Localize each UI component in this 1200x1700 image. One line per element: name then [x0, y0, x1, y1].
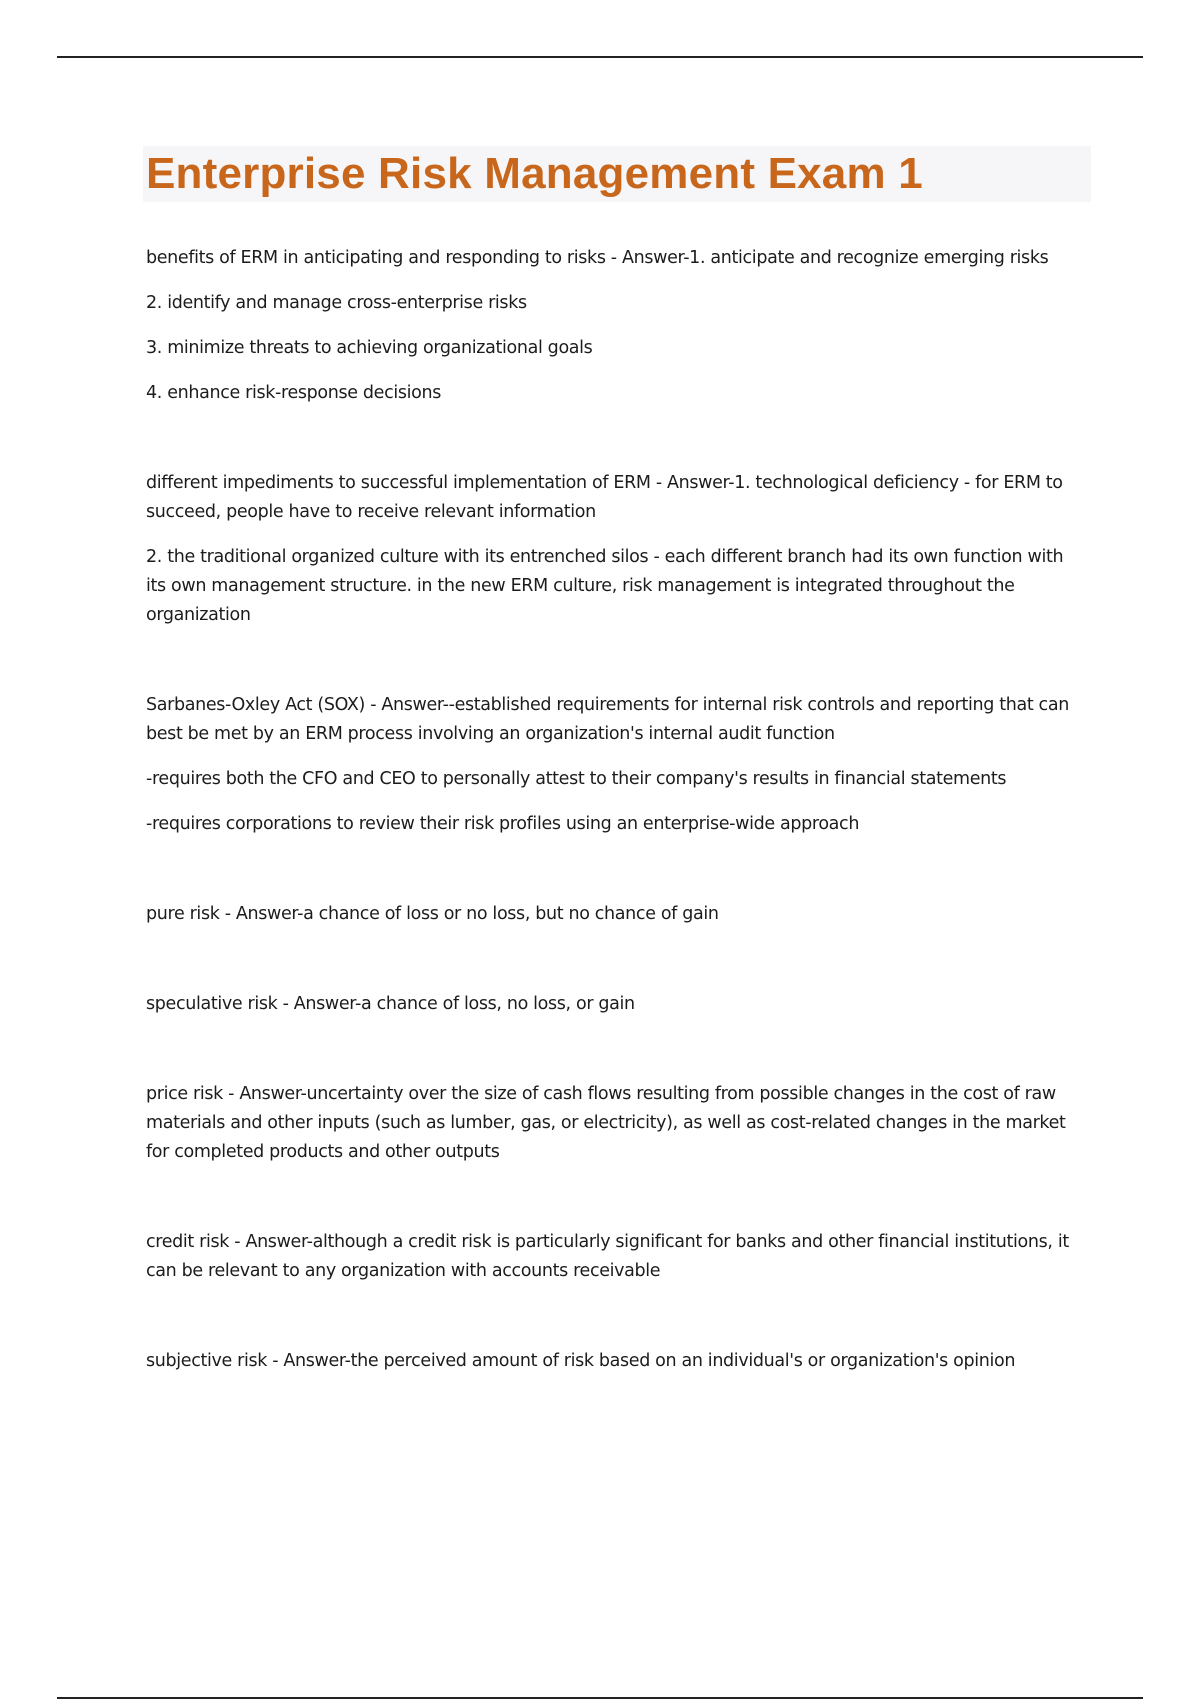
- document-title: Enterprise Risk Management Exam 1: [146, 149, 923, 198]
- answer-item-text: 2. the traditional organized culture with its entrenched silos - each different branch had its own function with its own management structure. in the new ERM culture, risk management is integrated throughout the organization: [146, 547, 1064, 625]
- qa-entry: [146, 469, 1086, 630]
- question-answer-text: benefits of ERM in anticipating and responding to risks - Answer-1. anticipate and recognize emerging risks: [146, 248, 1049, 268]
- question-answer-text: price risk - Answer-uncertainty over the size of cash flows resulting from possible changes in the cost of raw materials and other inputs (such as lumber, gas, or electricity), as well as cost-related changes in the market for completed products and other outputs: [146, 1084, 1066, 1162]
- answer-item-text: -requires both the CFO and CEO to personally attest to their company's results in financial statements: [146, 769, 1007, 789]
- document-body: [146, 244, 1086, 1437]
- answer-item-text: -requires corporations to review their risk profiles using an enterprise-wide approach: [146, 814, 860, 834]
- qa-entry: [146, 900, 1086, 929]
- question-answer-text: Sarbanes-Oxley Act (SOX) - Answer--established requirements for internal risk controls and reporting that can best be met by an ERM process involving an organization's internal audit function: [146, 695, 1069, 744]
- question-answer-text: different impediments to successful implementation of ERM - Answer-1. technological deficiency - for ERM to succeed, people have to receive relevant information: [146, 473, 1063, 522]
- question-answer-text: credit risk - Answer-although a credit risk is particularly significant for banks and other financial institutions, it can be relevant to any organization with accounts receivable: [146, 1232, 1069, 1281]
- qa-entry: [146, 691, 1086, 839]
- answer-item-text: 4. enhance risk-response decisions: [146, 383, 441, 403]
- qa-entry: [146, 1347, 1086, 1376]
- qa-entry: [146, 1228, 1086, 1286]
- question-answer-text: subjective risk - Answer-the perceived amount of risk based on an individual's or organization's opinion: [146, 1351, 1016, 1371]
- question-answer-text: pure risk - Answer-a chance of loss or no loss, but no chance of gain: [146, 904, 719, 924]
- qa-entry: [146, 1080, 1086, 1167]
- header-rule: [57, 56, 1143, 58]
- qa-entry: [146, 244, 1086, 408]
- answer-item-text: 3. minimize threats to achieving organizational goals: [146, 338, 593, 358]
- qa-entry: [146, 990, 1086, 1019]
- question-answer-text: speculative risk - Answer-a chance of loss, no loss, or gain: [146, 994, 635, 1014]
- answer-item-text: 2. identify and manage cross-enterprise risks: [146, 293, 527, 313]
- footer-rule: [57, 1697, 1143, 1699]
